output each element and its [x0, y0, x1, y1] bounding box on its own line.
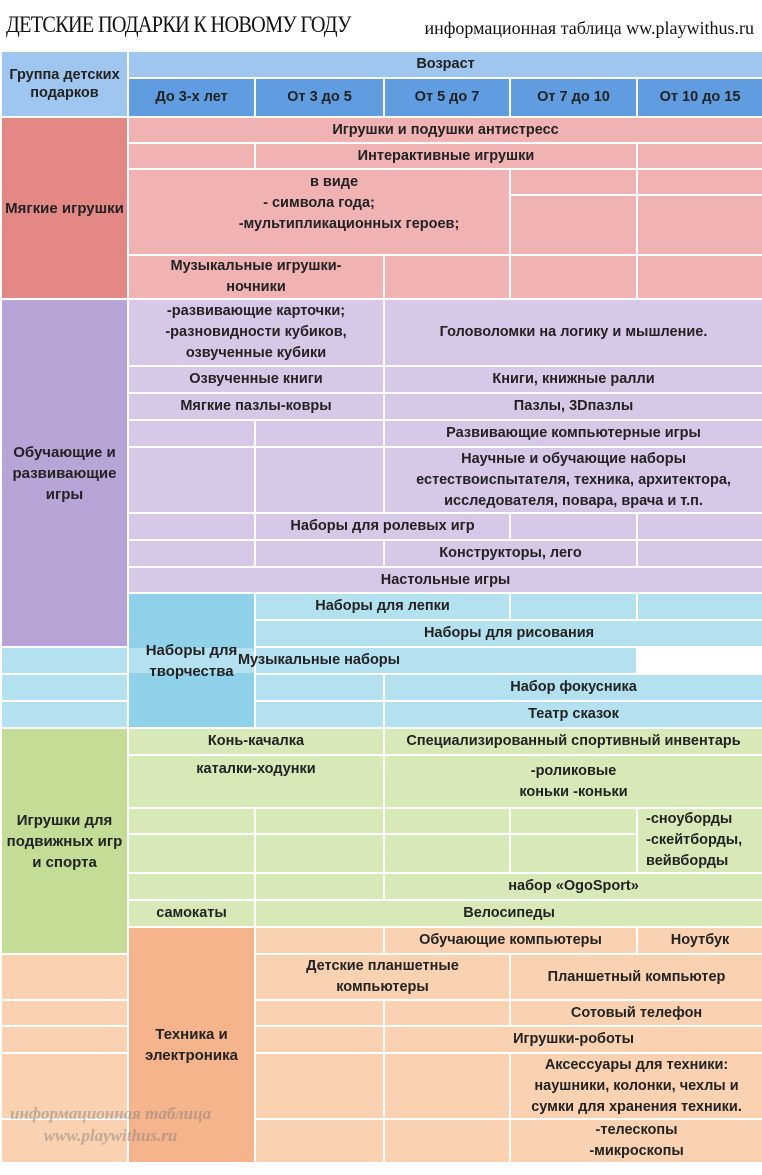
empty-cell — [255, 1000, 384, 1026]
empty-cell — [255, 808, 384, 834]
table-cell: Головоломки на логику и мышление. — [384, 299, 762, 366]
table-cell: -телескопы -микроскопы — [510, 1119, 762, 1163]
category-creative: Наборы для творчества — [128, 593, 255, 728]
age-column-header: От 10 до 15 — [637, 78, 762, 117]
table-cell: Планшетный компьютер — [510, 954, 762, 1000]
empty-cell — [510, 834, 637, 873]
empty-cell — [128, 513, 255, 540]
table-cell: Научные и обучающие наборы естествоиспытателя, техника, архитектора, исследователя, повара, врача и т.п. — [384, 447, 762, 513]
empty-cell — [510, 593, 637, 620]
empty-cell — [637, 169, 762, 195]
table-cell: Специализированный спортивный инвентарь — [384, 728, 762, 755]
table-cell: Музыкальные наборы — [1, 647, 637, 674]
empty-cell — [255, 447, 384, 513]
empty-cell — [255, 873, 384, 900]
table-cell: Развивающие компьютерные игры — [384, 420, 762, 447]
gifts-table — [0, 50, 762, 1164]
group-header: Группа детских подарков — [1, 51, 128, 117]
empty-cell — [255, 420, 384, 447]
table-cell: Велосипеды — [255, 900, 762, 927]
table-cell: Настольные игры — [128, 567, 762, 593]
empty-cell — [637, 593, 762, 620]
age-column-header: От 5 до 7 — [384, 78, 510, 117]
page-subtitle: информационная таблица ww.playwithus.ru — [424, 18, 754, 38]
empty-cell — [637, 513, 762, 540]
empty-cell — [1, 954, 128, 1000]
watermark-line: информационная таблица — [10, 1104, 212, 1123]
page-title: ДЕТСКИЕ ПОДАРКИ К НОВОМУ ГОДУ — [6, 12, 351, 37]
empty-cell — [255, 834, 384, 873]
empty-cell — [255, 674, 384, 701]
table-cell: Игрушки и подушки антистресс — [128, 117, 762, 143]
empty-cell — [384, 1000, 510, 1026]
empty-cell — [637, 143, 762, 169]
empty-cell — [384, 834, 510, 873]
empty-cell — [510, 195, 637, 255]
watermark-line: www.playwithus.ru — [43, 1126, 178, 1145]
symbol-line: - символа года; — [263, 195, 375, 211]
table-cell: Наборы для ролевых игр — [255, 513, 510, 540]
empty-cell — [128, 873, 255, 900]
table-cell: Озвученные книги — [128, 366, 384, 393]
empty-cell — [255, 540, 384, 567]
table-cell: Пазлы, 3Dпазлы — [384, 393, 762, 420]
empty-cell — [255, 927, 384, 954]
table-cell: Книги, книжные ралли — [384, 366, 762, 393]
empty-cell — [510, 808, 637, 834]
table-cell: набор «OgoSport» — [384, 873, 762, 900]
empty-cell — [510, 255, 637, 299]
empty-cell — [384, 255, 510, 299]
category-tech: Техника и электроника — [128, 927, 255, 1163]
empty-cell — [637, 195, 762, 255]
table-cell — [128, 169, 510, 255]
category-soft-toys: Мягкие игрушки — [1, 117, 128, 299]
table-cell: Детские планшетные компьютеры — [255, 954, 510, 1000]
empty-cell — [255, 701, 384, 728]
empty-cell — [1, 1000, 128, 1026]
empty-cell — [128, 420, 255, 447]
table-cell: самокаты — [128, 900, 255, 927]
table-cell: каталки-ходунки — [128, 755, 384, 808]
empty-cell — [255, 1053, 384, 1119]
table-cell: Интерактивные игрушки — [255, 143, 637, 169]
table-cell: Сотовый телефон — [510, 1000, 762, 1026]
table-cell: Наборы для лепки — [255, 593, 510, 620]
empty-cell — [510, 169, 637, 195]
empty-cell — [1, 701, 128, 728]
page-header — [0, 0, 762, 50]
empty-cell — [384, 808, 510, 834]
empty-cell — [128, 447, 255, 513]
age-column-header: От 7 до 10 — [510, 78, 637, 117]
table-cell: Набор фокусника — [384, 674, 762, 701]
table-cell: Конь-качалка — [128, 728, 384, 755]
empty-cell — [128, 143, 255, 169]
empty-cell — [1, 674, 128, 701]
empty-cell — [637, 255, 762, 299]
age-header: Возраст — [128, 51, 762, 78]
category-sport: Игрушки для подвижных игр и спорта — [1, 728, 128, 954]
empty-cell — [384, 1053, 510, 1119]
empty-cell — [255, 1119, 384, 1163]
empty-cell — [384, 1119, 510, 1163]
empty-cell — [1, 1053, 128, 1119]
table-cell: Конструкторы, лего — [384, 540, 637, 567]
table-cell: Игрушки-роботы — [384, 1026, 762, 1053]
empty-cell — [510, 513, 637, 540]
empty-cell — [1, 1026, 128, 1053]
table-cell: -сноуборды -скейтборды, вейвборды — [637, 808, 762, 873]
age-column-header: До 3-х лет — [128, 78, 255, 117]
empty-cell — [637, 540, 762, 567]
table-cell: -роликовые коньки -коньки — [384, 755, 762, 808]
table-cell: Обучающие компьютеры — [384, 927, 637, 954]
empty-cell — [1, 1119, 128, 1163]
empty-cell — [128, 834, 255, 873]
symbol-line: -мультипликационных героев; — [238, 216, 460, 232]
table-cell: Театр сказок — [384, 701, 762, 728]
table-cell: Музыкальные игрушки-ночники — [128, 255, 384, 299]
table-cell: -развивающие карточки; -разновидности кубиков, озвученные кубики — [128, 299, 384, 366]
age-column-header: От 3 до 5 — [255, 78, 384, 117]
table-cell: Аксессуары для техники: наушники, колонки, чехлы и сумки для хранения техники. — [510, 1053, 762, 1119]
table-cell: Мягкие пазлы-ковры — [128, 393, 384, 420]
empty-cell — [255, 1026, 384, 1053]
empty-cell — [128, 808, 255, 834]
empty-cell — [128, 540, 255, 567]
table-cell: Ноутбук — [637, 927, 762, 954]
symbol-line: в виде — [309, 174, 359, 190]
table-cell: Наборы для рисования — [255, 620, 762, 647]
category-educational: Обучающие и развивающие игры — [1, 299, 128, 647]
